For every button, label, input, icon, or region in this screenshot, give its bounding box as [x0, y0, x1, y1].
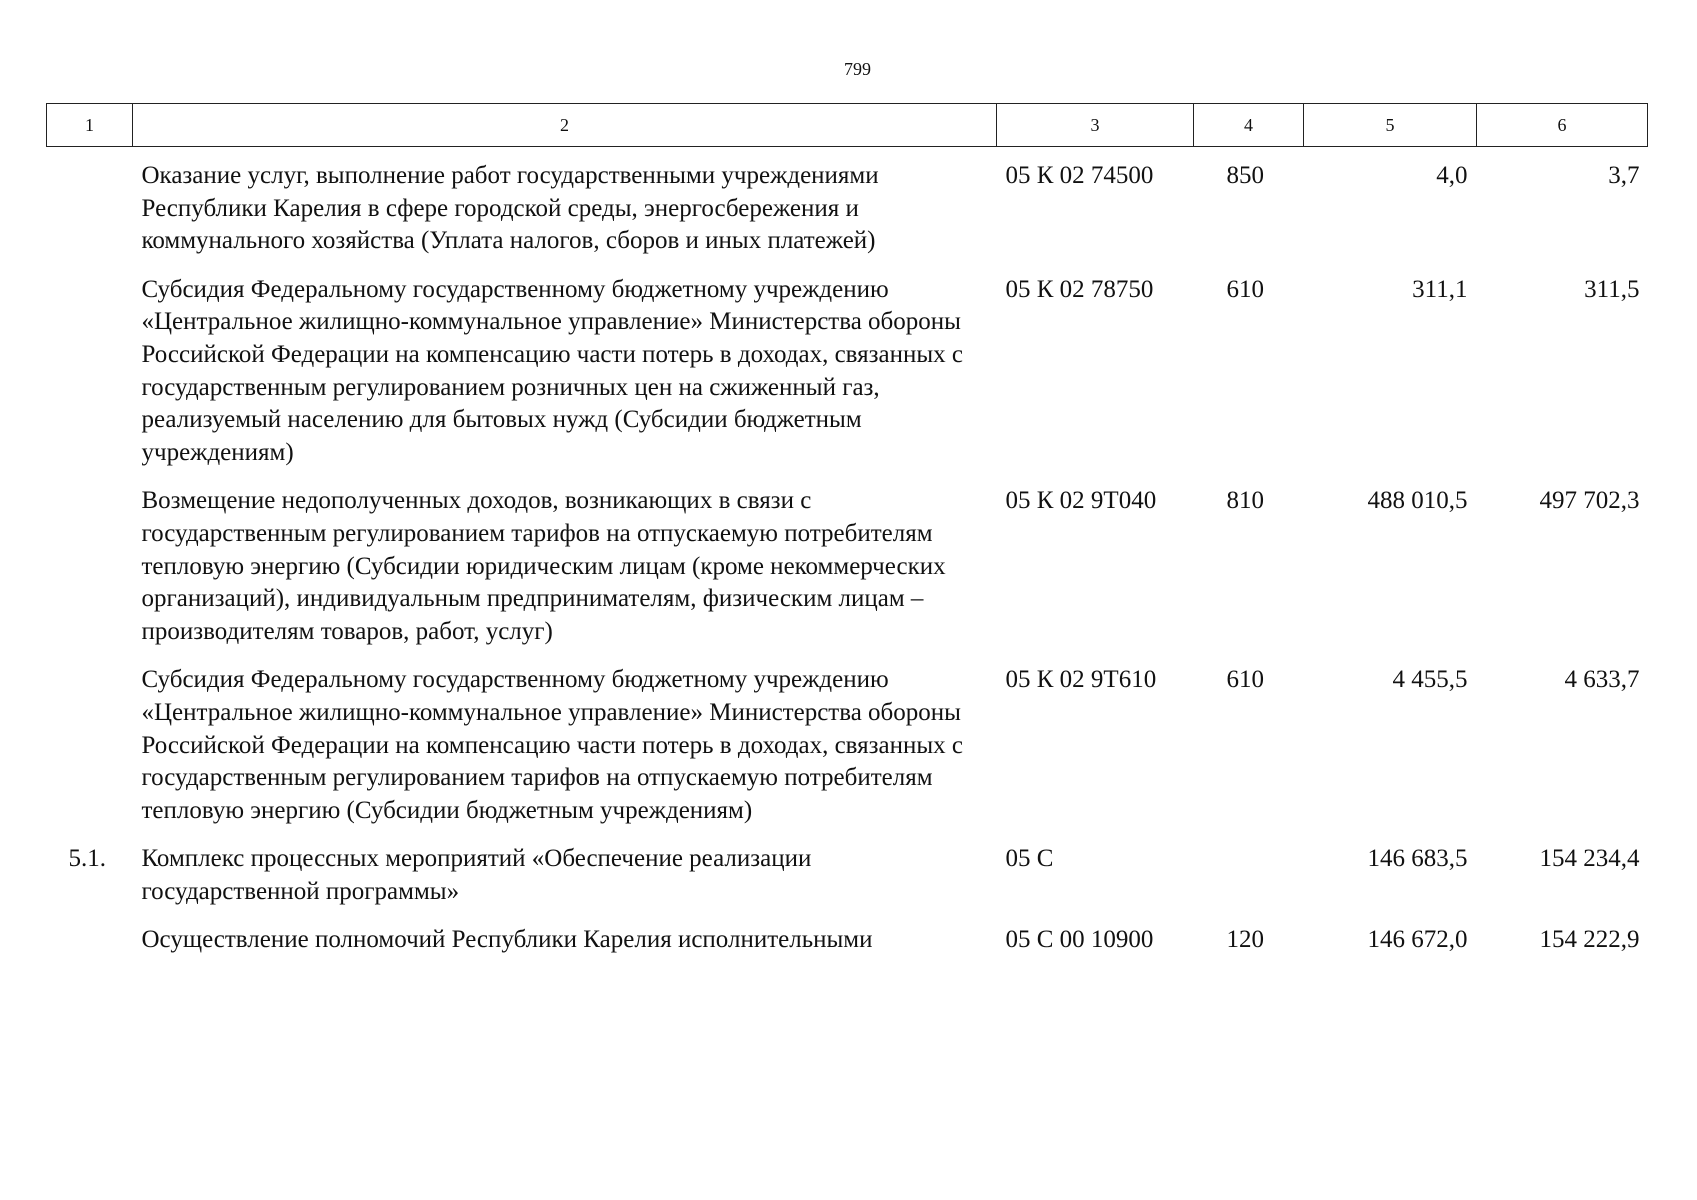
row-target-code: 05 К 02 74500	[1005, 162, 1154, 189]
header-col-5: 5	[1304, 104, 1477, 147]
row-amount-col5: 146 683,5	[1367, 845, 1468, 873]
row-expense-type	[1194, 843, 1304, 924]
row-number	[47, 274, 133, 486]
row-name: Возмещение недополученных доходов, возникающих в связи с государственным регулированием тарифов на отпускаемую потребителям тепловую энергию (Субсидии юридическим лицам (кроме некоммерческих организаций), индивидуальным предпринимателям, физическим лицам – производителям товаров, работ, услуг)	[141, 487, 946, 645]
row-expense-type: 610	[1226, 275, 1264, 303]
row-amount-col5: 488 010,5	[1367, 487, 1468, 515]
header-col-2: 2	[133, 104, 997, 147]
row-amount-col6: 154 222,9	[1539, 926, 1640, 954]
row-target-code: 05 К 02 9Т040	[1005, 487, 1157, 515]
row-number	[47, 147, 133, 274]
row-expense-type: 810	[1226, 487, 1264, 515]
header-col-3: 3	[997, 104, 1194, 147]
row-number	[47, 664, 133, 843]
row-number	[47, 924, 133, 973]
table-row	[47, 664, 1648, 843]
row-amount-col5: 311,1	[1412, 275, 1468, 303]
row-name: Субсидия Федеральному государственному бюджетному учреждению «Центральное жилищно-коммунальное управление» Министерства обороны Российской Федерации на компенсацию части потерь в доходах, связанных с государственным регулированием тарифов на отпускаемую потребителям тепловую энергию (Субсидии бюджетным учреждениям)	[141, 666, 964, 824]
row-target-code: 05 С 00 10900	[1005, 926, 1154, 954]
table-header-row	[47, 104, 1648, 147]
table-row	[47, 843, 1648, 924]
table-row	[47, 485, 1648, 664]
row-expense-type: 850	[1226, 162, 1264, 189]
row-target-code: 05 С	[1005, 845, 1054, 873]
row-name: Субсидия Федеральному государственному бюджетному учреждению «Центральное жилищно-коммунальное управление» Министерства обороны Российской Федерации на компенсацию части потерь в доходах, связанных с государственным регулированием розничных цен на сжиженный газ, реализуемый населению для бытовых нужд (Субсидии бюджетным учреждениям)	[141, 275, 964, 466]
row-target-code: 05 К 02 78750	[1005, 275, 1154, 303]
row-amount-col6: 497 702,3	[1539, 487, 1640, 515]
row-amount-col6: 3,7	[1608, 162, 1640, 189]
row-amount-col5: 4 455,5	[1392, 666, 1468, 694]
row-number: 5.1.	[68, 845, 106, 873]
table-row	[47, 924, 1648, 973]
header-col-6: 6	[1477, 104, 1648, 147]
row-amount-col6: 311,5	[1584, 275, 1640, 303]
budget-table	[46, 103, 1648, 973]
table-row	[47, 274, 1648, 486]
row-name: Осуществление полномочий Республики Карелия исполнительными	[141, 926, 873, 954]
table-row	[47, 147, 1648, 274]
page-number: 799	[844, 59, 871, 79]
row-name: Оказание услуг, выполнение работ государственными учреждениями Республики Карелия в сфере городской среды, энергосбережения и коммунального хозяйства (Уплата налогов, сборов и иных платежей)	[141, 162, 879, 255]
row-number	[47, 485, 133, 664]
row-amount-col6: 154 234,4	[1539, 845, 1640, 873]
row-name: Комплекс процессных мероприятий «Обеспечение реализации государственной программы»	[141, 845, 812, 905]
row-amount-col6: 4 633,7	[1564, 666, 1640, 694]
header-col-4: 4	[1194, 104, 1304, 147]
row-amount-col5: 4,0	[1436, 162, 1468, 189]
row-amount-col5: 146 672,0	[1367, 926, 1468, 954]
header-col-1: 1	[47, 104, 133, 147]
row-expense-type: 610	[1226, 666, 1264, 694]
row-target-code: 05 К 02 9Т610	[1005, 666, 1157, 694]
row-expense-type: 120	[1226, 926, 1264, 954]
